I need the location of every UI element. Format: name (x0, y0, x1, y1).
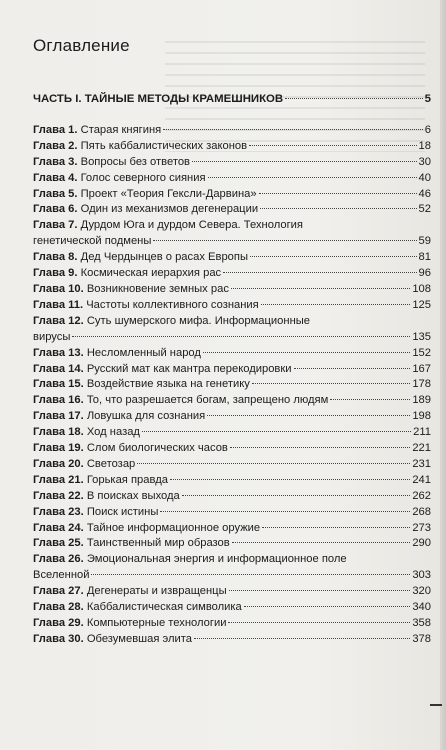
chapter-label: Глава 26 (33, 553, 81, 566)
leader-dots (203, 352, 410, 353)
chapter-label: Глава 5 (33, 187, 75, 200)
leader-dots (229, 590, 411, 591)
list-item (33, 250, 431, 266)
chapter-title: Каббалистическая символика (86, 601, 242, 614)
chapter-label: Глава 29 (33, 617, 81, 629)
chapter-title: Дурдом Юга и дурдом Севера. Технология (80, 219, 303, 232)
chapter-page: 81 (418, 251, 431, 264)
label-sep: . (80, 346, 87, 359)
leader-dots (137, 463, 410, 464)
list-item (33, 377, 431, 393)
leader-dots (262, 527, 410, 528)
list-item (33, 298, 431, 314)
chapter-page: 135 (412, 330, 431, 343)
chapter-page: 340 (412, 601, 431, 614)
chapter-label: Глава 7 (33, 219, 75, 232)
chapter-page: 46 (418, 187, 431, 200)
leader-dots (249, 145, 416, 146)
part-page: 5 (424, 93, 431, 105)
chapter-label: Глава 12 (33, 314, 81, 327)
leader-dots (142, 431, 411, 432)
label-sep: . (80, 282, 87, 295)
chapter-label: Глава 25 (33, 537, 81, 550)
list-item (33, 505, 431, 521)
leader-dots (228, 622, 410, 623)
chapter-page: 30 (418, 155, 431, 168)
list-item (33, 441, 431, 457)
chapter-page: 211 (413, 426, 431, 439)
list-item (33, 139, 431, 155)
chapter-title: Дед Чердынцев о расах Европы (80, 251, 248, 264)
chapter-title: Вопросы без ответов (80, 155, 190, 168)
chapter-label: Глава 19 (33, 442, 81, 455)
label-sep: . (80, 473, 87, 486)
chapter-page: 268 (412, 505, 431, 518)
leader-dots (250, 256, 417, 257)
chapter-title: Обезумевшая элита (86, 632, 192, 645)
chapter-page: 52 (418, 203, 431, 216)
page-edge (440, 0, 446, 750)
label-sep: . (80, 632, 87, 645)
chapter-label: Глава 10 (33, 282, 81, 295)
list-item (33, 632, 431, 648)
chapter-label: Глава 1 (33, 123, 75, 136)
label-sep: . (74, 203, 81, 216)
chapter-page: 59 (418, 235, 431, 248)
chapter-label: Глава 24 (33, 521, 81, 534)
leader-dots (232, 542, 411, 543)
chapter-page: 6 (424, 123, 431, 136)
chapter-label: Глава 27 (33, 585, 81, 598)
leader-dots (230, 447, 410, 448)
list-item (33, 457, 431, 473)
chapter-label: Глава 8 (33, 251, 75, 264)
leader-dots (259, 193, 417, 194)
chapter-title: Суть шумерского мифа. Информационные (86, 314, 311, 327)
list-item (33, 346, 431, 362)
label-sep: . (80, 394, 87, 407)
leader-dots (330, 399, 410, 400)
chapter-title-cont: Вселенной (33, 569, 90, 582)
chapter-page: 221 (412, 442, 431, 455)
chapter-title: Пять каббалистических законов (80, 139, 248, 152)
chapter-label: Глава 14 (33, 362, 81, 375)
leader-dots (244, 606, 411, 607)
chapter-label: Глава 18 (33, 426, 81, 439)
chapter-title: То, что разрешается богам, запрещено людям (86, 394, 329, 407)
list-item (33, 314, 431, 346)
chapter-page: 231 (412, 457, 431, 470)
chapter-title: Поиск истины (86, 505, 159, 518)
list-item (33, 489, 431, 505)
chapter-label: Глава 22 (33, 489, 81, 502)
list-item (33, 425, 431, 441)
chapter-page: 241 (412, 473, 431, 486)
leader-dots (208, 177, 417, 178)
chapter-title: Проект «Теория Гексли-Дарвина» (80, 187, 257, 200)
part-title: ЧАСТЬ I. ТАЙНЫЕ МЕТОДЫ КРАМЕШНИКОВ (33, 93, 284, 105)
chapter-title: Старая княгиня (80, 123, 162, 136)
chapter-title-cont: вирусы (33, 330, 71, 343)
list-item (33, 393, 431, 409)
chapter-title: Частоты коллективного сознания (86, 298, 259, 311)
label-sep: . (74, 251, 81, 264)
leader-dots (223, 272, 416, 273)
chapter-page: 167 (412, 362, 431, 375)
list-item (33, 584, 431, 600)
label-sep: . (74, 123, 81, 136)
chapter-label: Глава 4 (33, 171, 75, 184)
chapter-title: Дегенераты и извращенцы (86, 585, 227, 598)
chapter-title: Ход назад (86, 426, 140, 439)
chapter-page: 262 (412, 489, 431, 502)
label-sep: . (80, 537, 87, 550)
chapter-title: Голос северного сияния (80, 171, 206, 184)
list-item (33, 552, 431, 584)
chapter-page: 320 (412, 585, 431, 598)
label-sep: . (74, 267, 81, 280)
chapter-title: Один из механизмов дегенерации (80, 203, 259, 216)
list-item (33, 187, 431, 203)
list-item (33, 202, 431, 218)
leader-dots (194, 638, 410, 639)
chapter-page: 378 (412, 632, 431, 645)
chapter-label: Глава 13 (33, 346, 81, 359)
table-of-contents (33, 92, 431, 648)
chapter-title: Тайное информационное оружие (86, 521, 261, 534)
list-item (33, 536, 431, 552)
chapter-label: Глава 9 (33, 267, 75, 280)
chapter-title-cont: генетической подмены (33, 235, 152, 248)
chapter-page: 273 (412, 521, 431, 534)
chapter-page: 358 (412, 617, 431, 629)
label-sep: . (80, 426, 87, 439)
chapter-page: 303 (412, 569, 431, 582)
list-item (33, 155, 431, 171)
label-sep: . (74, 139, 81, 152)
page-title: Оглавление (33, 36, 130, 55)
list-item (33, 473, 431, 489)
chapter-title: Горькая правда (86, 473, 169, 486)
list-item (33, 521, 431, 537)
list-item (33, 171, 431, 187)
chapter-label: Глава 3 (33, 155, 75, 168)
list-item (33, 409, 431, 425)
chapter-page: 290 (412, 537, 431, 550)
label-sep: . (80, 601, 87, 614)
list-item (33, 282, 431, 298)
leader-dots (170, 479, 410, 480)
leader-dots (91, 574, 410, 575)
margin-mark (430, 704, 442, 706)
chapter-title: Эмоциональная энергия и информационное поле (86, 553, 347, 566)
leader-dots (285, 98, 423, 99)
label-sep: . (80, 617, 87, 629)
chapter-title: Космическая иерархия рас (80, 267, 222, 280)
chapter-label: Глава 30 (33, 632, 81, 645)
label-sep: . (80, 521, 87, 534)
label-sep: . (74, 187, 81, 200)
label-sep: . (80, 457, 87, 470)
chapter-title: Воздействие языка на генетику (86, 378, 250, 391)
chapter-page: 189 (412, 394, 431, 407)
list-item (33, 218, 431, 250)
chapter-label: Глава 21 (33, 473, 81, 486)
chapter-label: Глава 16 (33, 394, 81, 407)
chapter-title: Русский мат как мантра перекодировки (86, 362, 292, 375)
chapter-label: Глава 23 (33, 505, 81, 518)
label-sep: . (80, 489, 87, 502)
chapter-page: 198 (412, 410, 431, 423)
leader-dots (260, 208, 416, 209)
list-item (33, 616, 431, 632)
leader-dots (153, 240, 416, 241)
label-sep: . (74, 171, 81, 184)
leader-dots (207, 415, 410, 416)
list-item (33, 266, 431, 282)
leader-dots (192, 161, 417, 162)
chapter-title: Слом биологических часов (86, 442, 228, 455)
chapter-label: Глава 15 (33, 378, 81, 391)
list-item (33, 123, 431, 139)
label-sep: . (80, 362, 87, 375)
chapter-page: 96 (418, 267, 431, 280)
chapter-title: Компьютерные технологии (86, 617, 227, 629)
label-sep: . (80, 585, 87, 598)
chapter-page: 40 (418, 171, 431, 184)
list-item (33, 362, 431, 378)
chapter-label: Глава 6 (33, 203, 75, 216)
chapter-page: 18 (418, 139, 431, 152)
leader-dots (160, 511, 410, 512)
list-item (33, 600, 431, 616)
label-sep: . (80, 553, 87, 566)
part-heading (33, 92, 431, 108)
leader-dots (163, 129, 423, 130)
chapter-list (33, 123, 431, 648)
chapter-title: Таинственный мир образов (86, 537, 230, 550)
chapter-label: Глава 20 (33, 457, 81, 470)
leader-dots (231, 288, 410, 289)
label-sep: . (80, 378, 87, 391)
label-sep: . (80, 505, 87, 518)
label-sep: . (80, 314, 87, 327)
label-sep: . (80, 298, 87, 311)
chapter-label: Глава 11 (33, 298, 80, 311)
label-sep: . (80, 410, 87, 423)
chapter-title: Несломленный народ (86, 346, 201, 359)
chapter-page: 108 (412, 282, 431, 295)
chapter-label: Глава 2 (33, 139, 75, 152)
label-sep: . (80, 442, 87, 455)
leader-dots (252, 383, 411, 384)
chapter-label: Глава 28 (33, 601, 81, 614)
leader-dots (294, 368, 411, 369)
chapter-title: В поисках выхода (86, 489, 180, 502)
leader-dots (182, 495, 411, 496)
leader-dots (72, 336, 410, 337)
chapter-page: 125 (412, 298, 431, 311)
chapter-page: 178 (412, 378, 431, 391)
leader-dots (261, 304, 411, 305)
chapter-page: 152 (412, 346, 431, 359)
chapter-title: Ловушка для сознания (86, 410, 206, 423)
label-sep: . (74, 219, 81, 232)
label-sep: . (74, 155, 81, 168)
chapter-title: Светозар (86, 457, 136, 470)
chapter-label: Глава 17 (33, 410, 81, 423)
chapter-title: Возникновение земных рас (86, 282, 229, 295)
